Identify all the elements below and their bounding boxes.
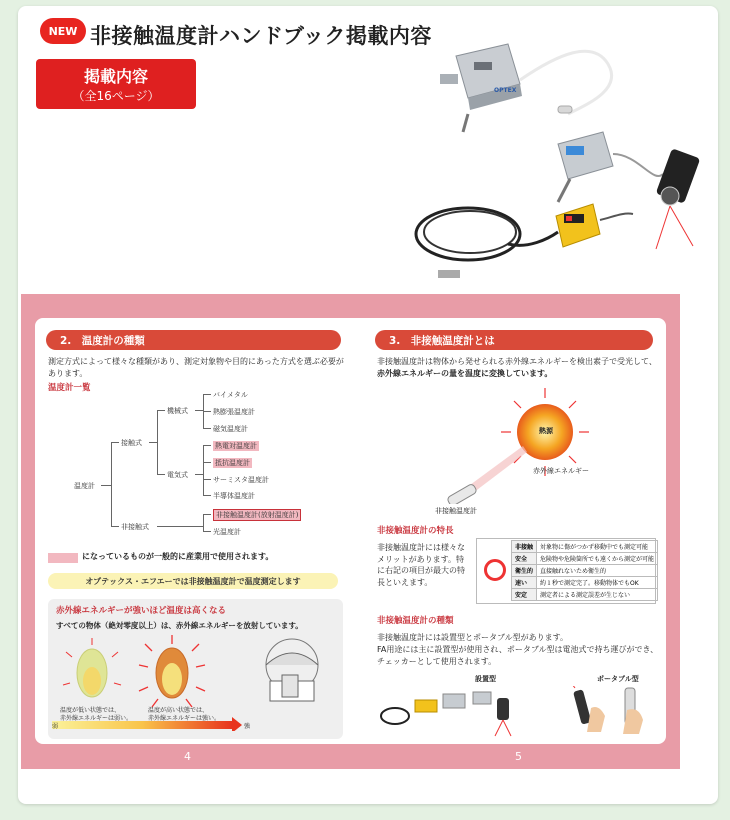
content-badge-label: 掲載内容: [83, 67, 148, 86]
features-table: [511, 540, 658, 601]
thermometer-label: 非接触温度計: [435, 507, 477, 515]
tree-leaf-expansion: 熱膨張温度計: [213, 408, 255, 416]
table-row: 衛生的 直接触れないため衛生的: [512, 565, 658, 577]
scale-weak-label: 弱: [52, 723, 59, 730]
tree-electrical: 電気式: [167, 471, 188, 479]
content-badge-pages: （全16ページ）: [72, 89, 160, 103]
left-intro-text: 測定方式によって様々な種類があり、測定対象物や目的にあった方式を選ぶ必要があります。: [48, 357, 344, 378]
tree-leaf-thermocouple: 熱電対温度計: [215, 442, 257, 450]
types-text-3: チェッカーとして使用されます。: [377, 657, 497, 666]
handbook-spread: [21, 294, 680, 769]
ir-energy-panel: [48, 599, 343, 739]
right-intro-line1: 非接触温度計は物体から発せられる赤外線エネルギーを検出素子で受光して、: [377, 357, 657, 366]
tree-leaf-thermistor: サーミスタ温度計: [213, 476, 269, 484]
ir-panel-title: 赤外線エネルギーが強いほど温度は高くなる: [56, 606, 227, 616]
low-temp-caption: 温度が低い状態では、 赤外線エネルギーは弱い。: [60, 707, 133, 722]
types-text-1: 非接触温度計には設置型とポータブル型があります。: [377, 633, 569, 642]
features-title: 非接触温度計の特長: [377, 526, 454, 536]
legend-swatch: [48, 553, 78, 563]
right-intro-line2: 赤外線エネルギーの量を温度に変換しています。: [377, 369, 553, 378]
table-row: 安定 測定者による測定誤差が生じない: [512, 589, 658, 601]
optex-note: オプテックス・エフエーでは非接触温度計で温度測定します: [48, 573, 338, 589]
section-heading-2: 2. 温度計の種類: [46, 330, 341, 350]
legend-text: になっているものが一般的に産業用で使用されます。: [82, 552, 274, 561]
scale-strong-label: 強: [244, 723, 251, 730]
page-number-left: 4: [184, 750, 191, 763]
tree-leaf-optical: 光温度計: [213, 528, 241, 536]
display-unit-illustration: [556, 204, 633, 247]
page-title: 非接触温度計ハンドブック掲載内容: [90, 24, 432, 48]
features-text: 非接触温度計には様々なメリットがあります。特に右記の項目が最大の特長といえます。: [377, 543, 465, 587]
heat-source-illustration: [435, 384, 605, 504]
tree-noncontact: 非接触式: [121, 523, 149, 531]
tree-root: 温度計: [74, 482, 95, 490]
circle-mark-icon: [484, 559, 506, 581]
tree-mechanical: 機械式: [167, 407, 188, 415]
ir-energy-label: 赤外線エネルギー: [533, 467, 589, 475]
tree-contact: 接触式: [121, 439, 142, 447]
table-row: 速い 約１秒で測定完了。移動物体でもOK: [512, 577, 658, 589]
product-photo: [408, 34, 708, 284]
svg-text:OPTEX: OPTEX: [494, 87, 517, 94]
installed-type-label: 設置型: [475, 675, 496, 683]
table-row: 非接触 対象物に傷がつかず移動中でも測定可能: [512, 541, 658, 553]
section-heading-3: 3. 非接触温度計とは: [375, 330, 653, 350]
thermometer-list-title: 温度計一覧: [48, 383, 91, 393]
handbook-pages: [35, 318, 666, 744]
new-badge: NEW: [40, 18, 86, 44]
heat-source-label: 熱源: [539, 427, 553, 435]
tree-leaf-resistance: 抵抗温度計: [215, 459, 250, 467]
tree-leaf-semiconductor: 半導体温度計: [213, 492, 255, 500]
tree-leaf-radiation: 非接触温度計(放射温度計): [213, 509, 301, 521]
types-illustration: [377, 686, 657, 738]
sensor-unit-illustration: [440, 44, 522, 132]
tree-leaf-magnetic: 磁気温度計: [213, 425, 248, 433]
tree-leaf-bimetal: バイメタル: [213, 391, 248, 399]
high-temp-caption: 温度が高い状態では、 赤外線エネルギーは強い。: [148, 707, 221, 722]
types-text-2: FA用途には主に設置型が使用され、ポータブル型は電池式で持ち運びができ、: [377, 645, 659, 654]
page-number-right: 5: [515, 750, 522, 763]
ir-panel-desc: すべての物体（絶対零度以上）は、赤外線エネルギーを放射しています。: [56, 621, 303, 630]
table-row: 安全 危険物や危険箇所でも遠くから測定が可能: [512, 553, 658, 565]
types-title: 非接触温度計の種類: [377, 616, 454, 626]
content-summary-badge: [36, 59, 196, 109]
portable-type-label: ポータブル型: [597, 675, 639, 683]
